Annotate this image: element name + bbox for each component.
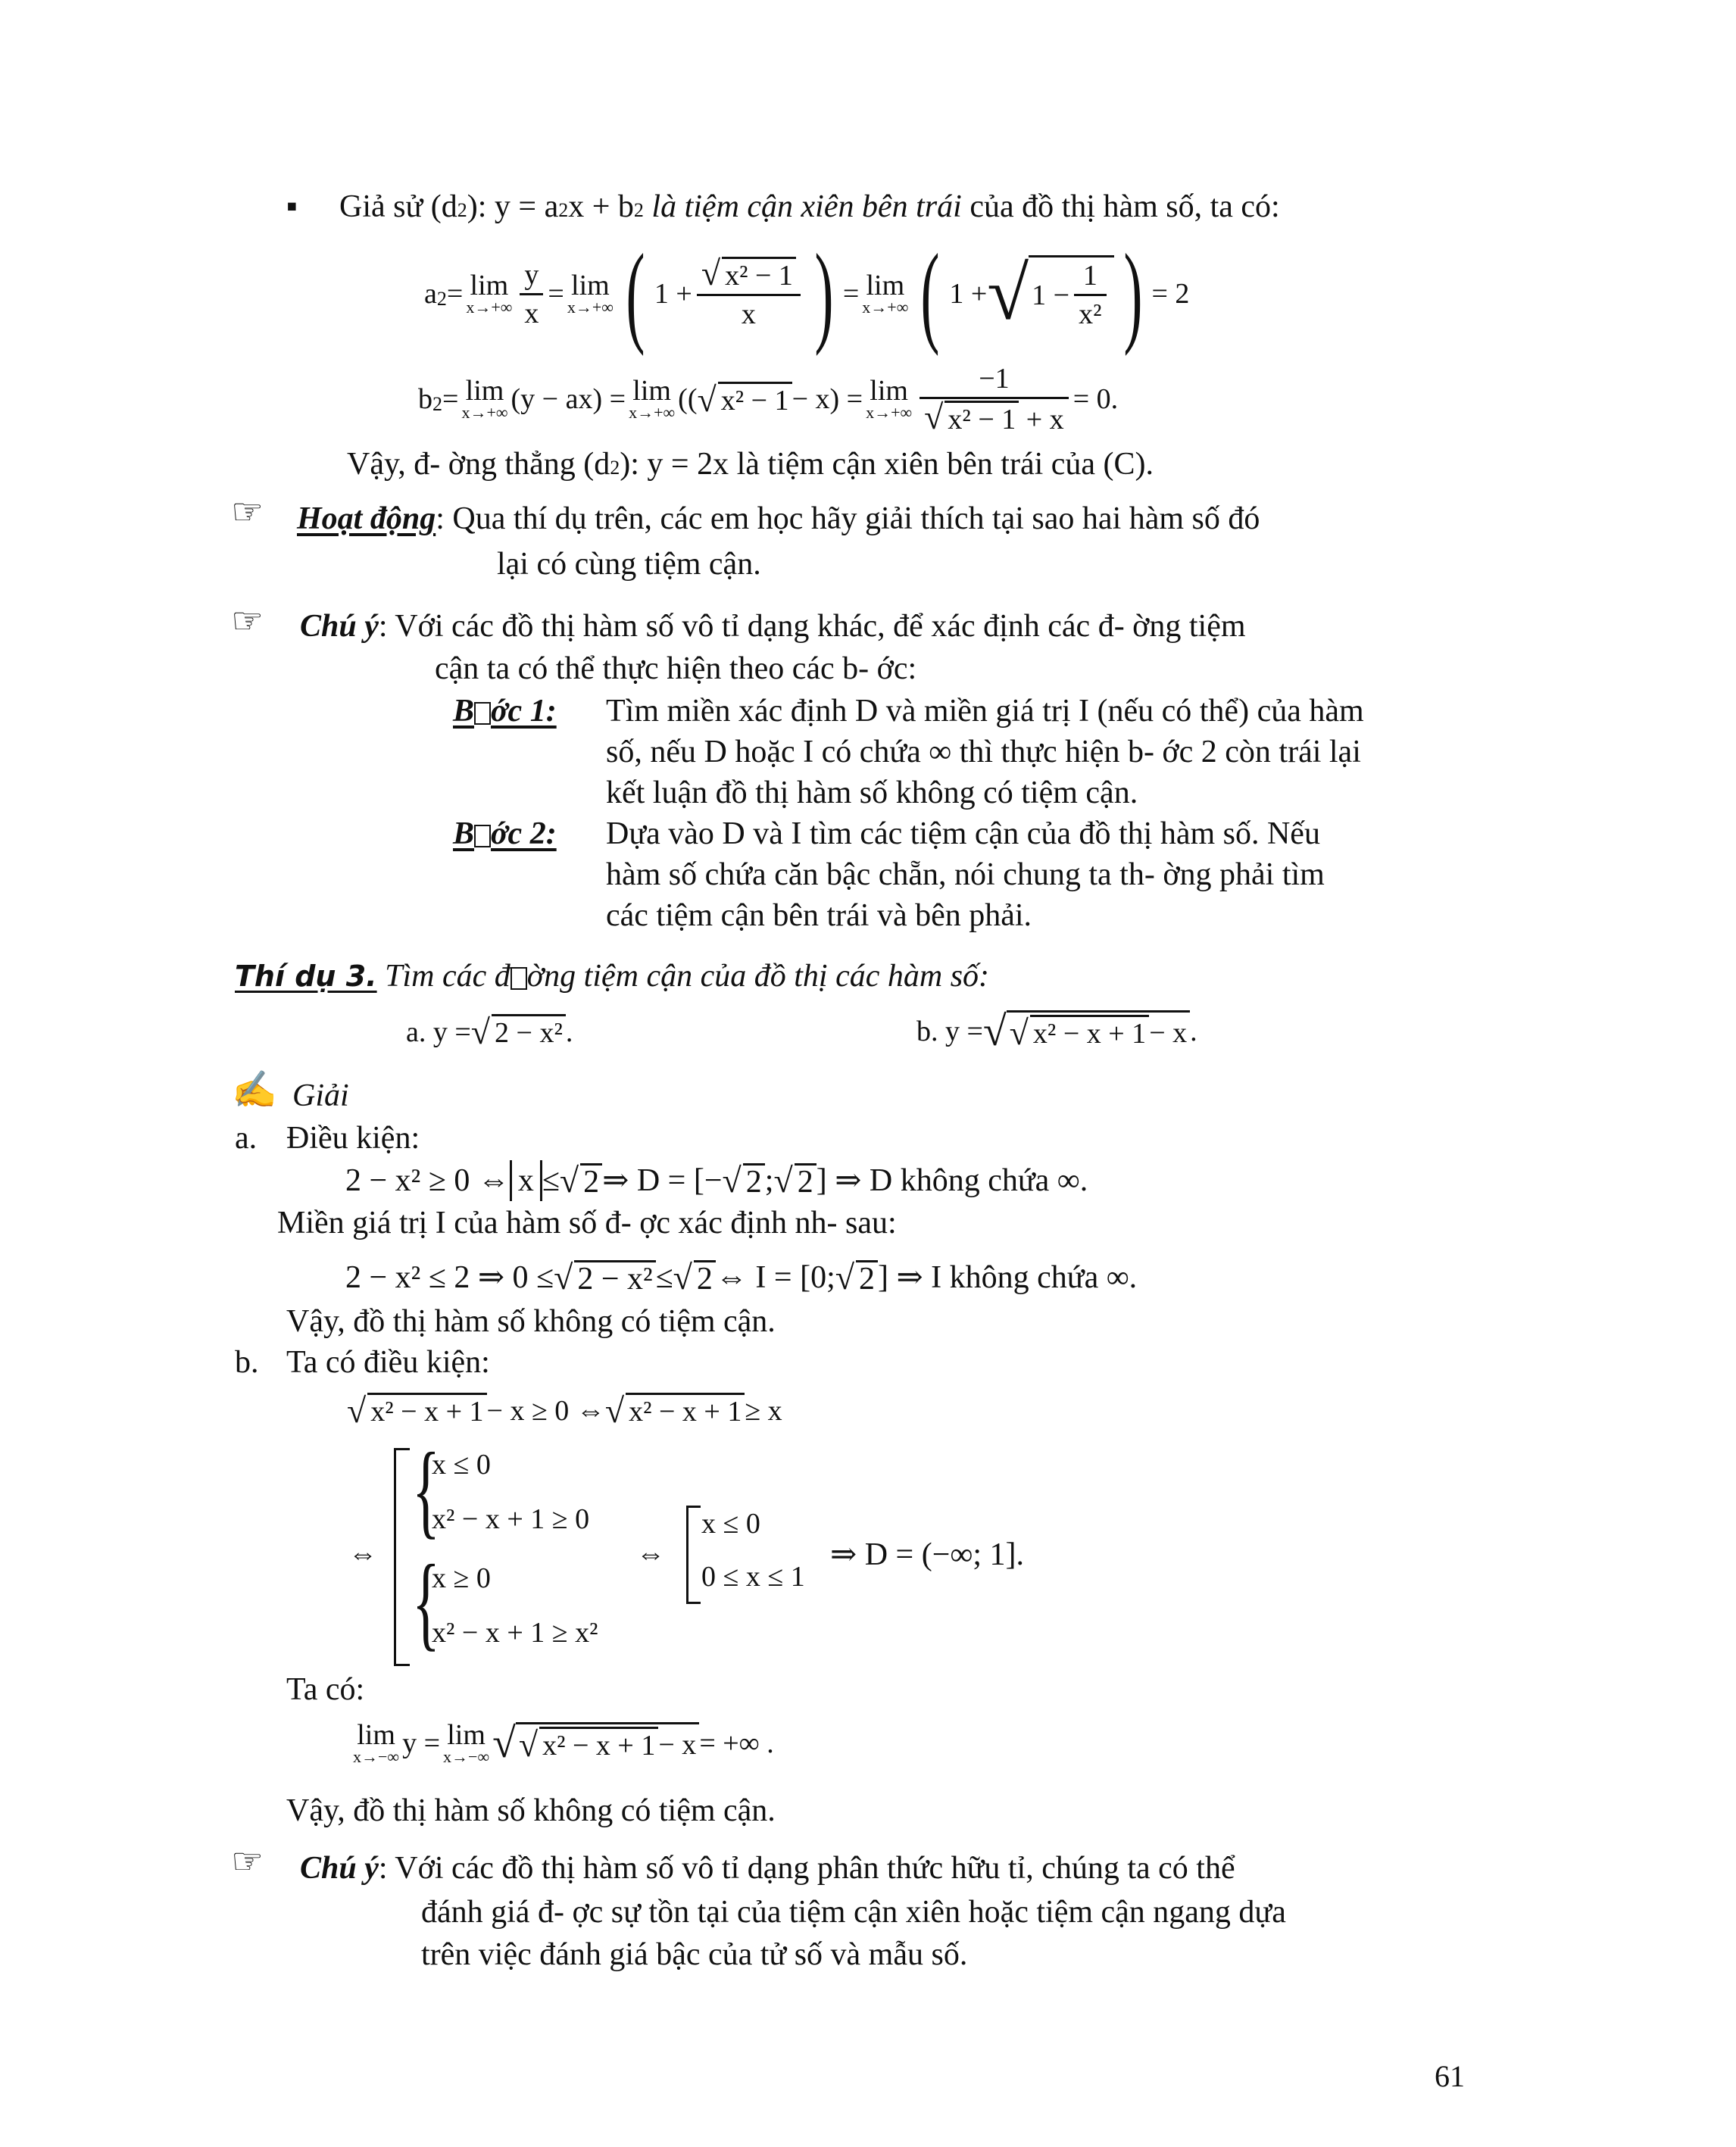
b-line1 (347, 1390, 782, 1431)
bullet: ▪ (286, 189, 298, 224)
buoc2-line3: các tiệm cận bên trái và bên phải. (606, 898, 1032, 933)
part-a-function (406, 1012, 573, 1052)
hoat-dong-label: Hoạt động (297, 501, 436, 536)
buoc1-line2: số, nếu D hoặc I có chứa ∞ thì thực hiện b- ớc 2 còn trái lại (606, 735, 1361, 769)
hoat-dong-text1: : Qua thí dụ trên, các em học hãy giải thích tại sao hai hàm số đó (436, 501, 1260, 536)
sqrt-2: 2 (580, 1163, 602, 1199)
sys2-line2: x² − x + 1 ≥ x² (432, 1617, 598, 1649)
inner-bracket (686, 1506, 701, 1604)
b2-frac (920, 360, 1069, 438)
conclusion1-sub: 2 (610, 457, 620, 479)
sqrt-sign: √ (559, 1161, 579, 1200)
a-label: a. (235, 1121, 258, 1156)
lim-2 (443, 1721, 489, 1765)
lim-word: lim (470, 270, 509, 301)
ta-co: Ta có: (286, 1672, 365, 1707)
a2-one-plus-2: 1 + (949, 278, 988, 310)
sqrt-sign-outer: √ (492, 1720, 516, 1767)
sys3-line1: x ≤ 0 (701, 1508, 760, 1540)
chu-y1-text1: : Với các đồ thị hàm số vô tỉ dạng khác, để xác định các đ- ờng tiệm (378, 609, 1246, 644)
sqrt-sign: √ (773, 1161, 793, 1200)
frac-num: y (520, 257, 543, 295)
sqrt-sign: √ (347, 1391, 367, 1430)
part-b-eq: b. y = (916, 1016, 983, 1047)
b2-p1: (y − ax) = (510, 383, 626, 415)
frac-den: x (741, 298, 756, 330)
sqrt-sign: √ (554, 1258, 573, 1297)
assume-mid: ): y = a (467, 189, 559, 224)
a-line1-3: ⇒ D = [− (602, 1163, 723, 1198)
sqrt-sign: √ (835, 1258, 854, 1297)
lim-word: lim (571, 270, 610, 301)
b-conclusion: Vậy, đồ thị hàm số không có tiệm cận. (286, 1793, 776, 1828)
lim-result: = +∞ . (699, 1727, 774, 1759)
missing-glyph-box (474, 825, 491, 847)
part-a-sqrt: 2 − x² (492, 1014, 566, 1050)
lim-under: x→−∞ (353, 1747, 400, 1766)
frac-den-tail: + x (1019, 404, 1064, 435)
sqrt-sign: √ (697, 379, 717, 419)
sqrt-2-x2: 2 − x² (574, 1260, 655, 1296)
conclusion-1 (347, 444, 1154, 488)
b2-lim-2 (629, 377, 675, 421)
b2-p3: − x) = (792, 383, 863, 415)
chu-y1-line1 (300, 606, 1246, 647)
hoat-dong-line1 (297, 498, 1260, 539)
assume-sub-b: 2 (633, 199, 644, 221)
a-range-intro: Miền giá trị I của hàm số đ- ợc xác định nh- sau: (277, 1206, 897, 1240)
a2-frac-3 (1074, 257, 1106, 332)
lim-line (350, 1719, 774, 1768)
page-number: 61 (1435, 2059, 1465, 2093)
a-line1-1: 2 − x² ≥ 0 ⇔ (345, 1163, 510, 1198)
pointing-hand-icon: ☞ (231, 492, 264, 532)
lim-y: y = (402, 1727, 441, 1759)
a2-lim-2 (567, 272, 614, 316)
thi-du-text: Tìm các đ ờng tiệm cận của đồ thị các hàm số: (376, 959, 990, 994)
a2-lhs: a (424, 278, 437, 310)
part-b-function (916, 1007, 1197, 1056)
part-a-eq: a. y = (406, 1016, 471, 1048)
sqrt-sign: √ (470, 1013, 491, 1051)
sqrt-sign: √ (924, 398, 944, 436)
assume-sub: 2 (457, 199, 467, 221)
b2-equation (418, 350, 1118, 448)
a2-frac-2 (697, 255, 801, 332)
conclusion1-end: ): y = 2x là tiệm cận xiên bên trái của (C). (620, 447, 1154, 482)
lim-word: lim (870, 375, 908, 407)
a2-lim-3 (862, 272, 908, 316)
b2-lim-1 (461, 377, 507, 421)
a-line1 (345, 1160, 1088, 1201)
a-line2-3: ⇔ I = [0; (715, 1260, 835, 1295)
assume-line (339, 186, 1280, 231)
frac-den-sqrt: x² − 1 (944, 401, 1019, 436)
outer-bracket (394, 1448, 410, 1666)
buoc2-label: B ớc 2: (453, 816, 557, 851)
equiv-symbol: ⇔ (348, 1538, 377, 1570)
sys2-line1: x ≥ 0 (432, 1562, 491, 1594)
a-line1-5: ] ⇒ D không chứa ∞. (816, 1163, 1088, 1198)
buoc1-line1: Tìm miền xác định D và miền giá trị I (nếu có thể) của hàm (606, 694, 1364, 729)
a2-sub: 2 (436, 288, 447, 310)
assume-italic: là tiệm cận xiên bên trái (643, 189, 962, 224)
lim-under: x→+∞ (461, 403, 508, 422)
b2-result: = 0. (1073, 383, 1119, 415)
lim-under: x→+∞ (466, 298, 513, 317)
b2-eq: = (442, 383, 459, 415)
pencil-icon: ✍ (232, 1070, 277, 1110)
part-b-outer-sqrt (1007, 1010, 1190, 1053)
a2-frac-1 (520, 257, 543, 332)
lim-word: lim (357, 1719, 395, 1751)
a2-lim-1 (466, 272, 512, 316)
sqrt-sign: √ (673, 1258, 692, 1297)
frac-num: 1 (1074, 257, 1106, 296)
a2-eq: = (446, 278, 464, 310)
a-line2-1: 2 − x² ≤ 2 ⇒ 0 ≤ (345, 1260, 554, 1295)
a2-eq-2: = (548, 278, 564, 310)
a2-equation (424, 231, 1190, 357)
pointing-hand-icon: ☞ (231, 601, 264, 641)
a-line2-4: ] ⇒ I không chứa ∞. (878, 1260, 1138, 1295)
chu-y-label: Chú ý (300, 609, 379, 644)
b2-lim-3 (866, 377, 912, 421)
a-condition: Điều kiện: (286, 1121, 420, 1156)
b-line1-sqrt: x² − x + 1 (367, 1393, 486, 1428)
b-line1-2: ≥ x (745, 1394, 782, 1427)
a2-one-plus: 1 + (654, 278, 692, 310)
buoc2-line1: Dựa vào D và I tìm các tiệm cận của đồ thị hàm số. Nếu (606, 816, 1320, 851)
lim-under: x→+∞ (866, 403, 913, 422)
assume-sub-a: 2 (558, 199, 569, 221)
chu-y1-line2: cận ta có thể thực hiện theo các b- ớc: (435, 651, 917, 686)
a2-eq-3: = (842, 278, 860, 310)
b2-sub: 2 (432, 393, 442, 415)
sqrt-sign-inner: √ (1009, 1013, 1029, 1052)
thi-du-line (235, 956, 989, 997)
b-line1-sqrt-2: x² − x + 1 (626, 1393, 745, 1428)
hoat-dong-line2: lại có cùng tiệm cận. (497, 547, 761, 582)
sys1-line2: x² − x + 1 ≥ 0 (432, 1503, 590, 1535)
sqrt-sign-outer: √ (982, 1008, 1007, 1055)
equiv-symbol-2: ⇔ (636, 1538, 665, 1570)
lim-under: x→+∞ (862, 298, 909, 317)
thi-du-label: Thí dụ 3. (235, 960, 377, 993)
sqrt-2e: 2 (856, 1260, 878, 1296)
a-line2 (345, 1257, 1137, 1298)
missing-glyph-box (510, 967, 527, 990)
missing-glyph-box (474, 702, 491, 725)
a2-inner: 1 − (1032, 279, 1070, 311)
assume-x: x + b (568, 189, 634, 224)
b-label: b. (235, 1345, 259, 1380)
b2-lhs: b (418, 383, 432, 415)
frac-num: −1 (920, 360, 1069, 399)
chu-y2-line2: đánh giá đ- ợc sự tồn tại của tiệm cận xiên hoặc tiệm cận ngang dựa (421, 1895, 1286, 1930)
close-paren-big: ) (814, 231, 834, 357)
conclusion1-a: Vậy, đ- ờng thẳng (d (347, 447, 610, 482)
b2-p2: (( (678, 383, 698, 415)
sqrt-sign-inner: √ (518, 1725, 539, 1764)
a2-result: = 2 (1151, 278, 1190, 310)
pointing-hand-icon: ☞ (231, 1842, 264, 1882)
part-b-end: . (1190, 1016, 1197, 1047)
frac-den: x (524, 297, 539, 329)
lim-inner: x² − x + 1 (539, 1727, 658, 1762)
sys1-line1: x ≤ 0 (432, 1449, 491, 1481)
chu-y2-text1: : Với các đồ thị hàm số vô tỉ dạng phân thức hữu tỉ, chúng ta có thể (378, 1851, 1235, 1886)
lim-word: lim (465, 375, 504, 407)
open-paren-big-2: ( (920, 231, 940, 357)
a-line1-2: ≤ (542, 1163, 560, 1198)
buoc1-label: B ớc 1: (453, 694, 557, 729)
lim-tail: − x (658, 1728, 697, 1761)
domain-result: ⇒ D = (−∞; 1]. (830, 1537, 1024, 1572)
lim-under: x→+∞ (567, 298, 614, 317)
lim-outer-sqrt (516, 1722, 699, 1765)
brace-1: { (412, 1431, 440, 1549)
sqrt-sign: √ (722, 1161, 742, 1200)
assume-end: của đồ thị hàm số, ta có: (961, 189, 1280, 224)
assume-intro: Giả sử (d (339, 189, 457, 224)
sqrt-2c: 2 (795, 1163, 816, 1199)
chu-y2-line3: trên việc đánh giá bậc của tử số và mẫu số. (421, 1937, 968, 1972)
a-conclusion: Vậy, đồ thị hàm số không có tiệm cận. (286, 1304, 776, 1339)
giai-label: Giải (292, 1078, 349, 1113)
b-condition: Ta có điều kiện: (286, 1345, 490, 1380)
buoc1-line3: kết luận đồ thị hàm số không có tiệm cận. (606, 775, 1138, 810)
lim-word: lim (632, 375, 671, 407)
sqrt-2b: 2 (743, 1163, 765, 1199)
lim-under: x→−∞ (443, 1747, 490, 1766)
lim-under: x→+∞ (629, 403, 676, 422)
sqrt-content: x² − 1 (722, 257, 796, 292)
sqrt-sign: √ (604, 1391, 625, 1430)
lim-1 (353, 1721, 399, 1765)
abs-x: x (510, 1160, 542, 1201)
a-line2-2: ≤ (655, 1260, 673, 1295)
frac-den: x² (1079, 298, 1102, 330)
sqrt-large-content (1029, 255, 1113, 332)
open-paren-big: ( (626, 231, 645, 357)
sqrt-sign-large: √ (987, 251, 1029, 335)
b-line1-1: − x ≥ 0 ⇔ (486, 1394, 605, 1427)
buoc2-line2: hàm số chứa căn bậc chẵn, nói chung ta th- ờng phải tìm (606, 857, 1325, 892)
sys3-line2: 0 ≤ x ≤ 1 (701, 1561, 805, 1593)
close-paren-big-2: ) (1123, 231, 1142, 357)
brace-2: { (412, 1543, 440, 1661)
lim-word: lim (447, 1719, 486, 1751)
sqrt-sign: √ (701, 254, 721, 292)
part-b-inner: x² − x + 1 (1030, 1015, 1149, 1050)
a-line1-4: ; (764, 1163, 774, 1198)
chu-y-label-2: Chú ý (300, 1851, 379, 1886)
part-a-end: . (565, 1016, 573, 1048)
lim-word: lim (866, 270, 905, 301)
b2-sqrt-content: x² − 1 (718, 382, 792, 417)
chu-y2-line1 (300, 1848, 1235, 1889)
part-b-tail: − x (1149, 1016, 1188, 1049)
sqrt-2d: 2 (694, 1260, 716, 1296)
